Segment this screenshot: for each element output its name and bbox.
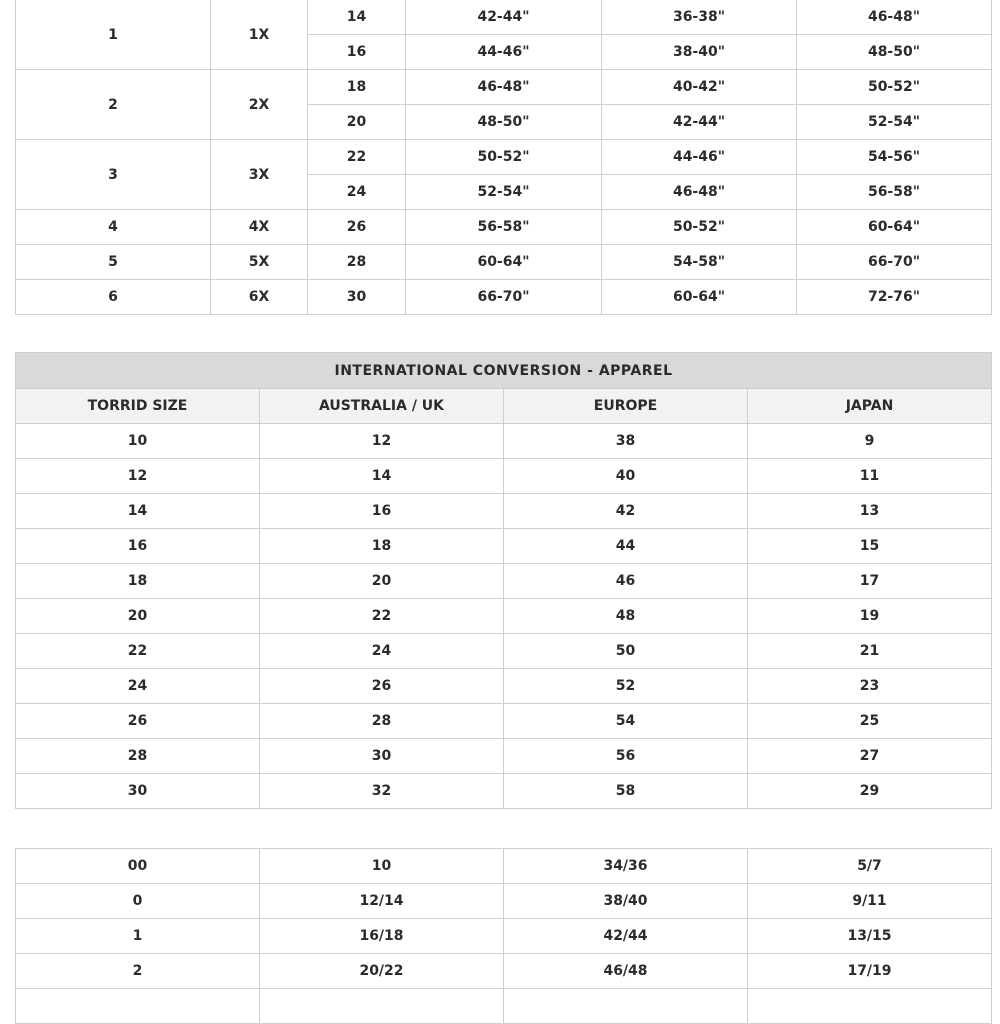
size-x-cell: 5X <box>211 245 308 280</box>
measurement-cell: 56-58" <box>797 175 992 210</box>
numeric-size-cell: 14 <box>308 0 406 35</box>
column-header-europe: EUROPE <box>504 389 748 424</box>
europe-cell: 42 <box>504 494 748 529</box>
table-row <box>16 245 992 280</box>
measurement-cell: 60-64" <box>602 280 797 315</box>
column-header-torrid-size: TORRID SIZE <box>16 389 260 424</box>
australia-uk-cell: 12 <box>260 424 504 459</box>
japan-cell: 17/19 <box>748 954 992 989</box>
torrid-size-cell: 30 <box>16 774 260 809</box>
japan-cell: 25 <box>748 704 992 739</box>
torrid-size-cell: 1 <box>16 919 260 954</box>
australia-uk-cell: 20/22 <box>260 954 504 989</box>
europe-cell: 44 <box>504 529 748 564</box>
japan-cell: 13/15 <box>748 919 992 954</box>
japan-cell: 9/11 <box>748 884 992 919</box>
size-x-cell: 2X <box>211 70 308 140</box>
japan-cell: 13 <box>748 494 992 529</box>
torrid-size-cell: 0 <box>16 884 260 919</box>
table-row <box>16 280 992 315</box>
table-row <box>16 704 992 739</box>
torrid-size-cell: 20 <box>16 599 260 634</box>
japan-cell: 27 <box>748 739 992 774</box>
europe-cell: 46/48 <box>504 954 748 989</box>
measurement-cell: 46-48" <box>797 0 992 35</box>
international-conversion-table <box>15 352 992 809</box>
measurement-cell: 50-52" <box>602 210 797 245</box>
measurement-cell: 42-44" <box>602 105 797 140</box>
table-row <box>16 494 992 529</box>
table-row <box>16 210 992 245</box>
numeric-size-cell: 20 <box>308 105 406 140</box>
table-row <box>16 70 992 105</box>
japan-cell: 23 <box>748 669 992 704</box>
torrid-size-cell: 14 <box>16 494 260 529</box>
torrid-size-cell <box>16 989 260 1024</box>
measurement-cell: 46-48" <box>602 175 797 210</box>
table-row <box>16 989 992 1024</box>
measurement-cell: 54-58" <box>602 245 797 280</box>
australia-uk-cell: 14 <box>260 459 504 494</box>
international-conversion-body <box>16 424 992 809</box>
table-row <box>16 774 992 809</box>
europe-cell: 52 <box>504 669 748 704</box>
table-row <box>16 954 992 989</box>
australia-uk-cell: 12/14 <box>260 884 504 919</box>
measurement-cell: 72-76" <box>797 280 992 315</box>
column-header-australia-uk: AUSTRALIA / UK <box>260 389 504 424</box>
table-row <box>16 669 992 704</box>
australia-uk-cell: 18 <box>260 529 504 564</box>
table-row <box>16 140 992 175</box>
japan-cell: 15 <box>748 529 992 564</box>
size-x-cell: 1X <box>211 0 308 70</box>
torrid-size-cell: 16 <box>16 529 260 564</box>
numeric-size-cell: 22 <box>308 140 406 175</box>
japan-cell: 17 <box>748 564 992 599</box>
secondary-conversion-table <box>15 848 992 1024</box>
australia-uk-cell: 16 <box>260 494 504 529</box>
table-row <box>16 739 992 774</box>
size-number-cell: 1 <box>16 0 211 70</box>
numeric-size-cell: 24 <box>308 175 406 210</box>
size-x-cell: 4X <box>211 210 308 245</box>
europe-cell: 56 <box>504 739 748 774</box>
table-row <box>16 849 992 884</box>
size-chart-body <box>16 0 992 315</box>
size-chart-table <box>15 0 992 315</box>
japan-cell: 5/7 <box>748 849 992 884</box>
measurement-cell: 52-54" <box>797 105 992 140</box>
torrid-size-cell: 26 <box>16 704 260 739</box>
measurement-cell: 66-70" <box>797 245 992 280</box>
torrid-size-cell: 12 <box>16 459 260 494</box>
torrid-size-cell: 18 <box>16 564 260 599</box>
measurement-cell: 66-70" <box>406 280 602 315</box>
measurement-cell: 44-46" <box>406 35 602 70</box>
japan-cell: 19 <box>748 599 992 634</box>
table-row <box>16 634 992 669</box>
table-row <box>16 564 992 599</box>
column-header-japan: JAPAN <box>748 389 992 424</box>
measurement-cell: 50-52" <box>797 70 992 105</box>
europe-cell: 58 <box>504 774 748 809</box>
numeric-size-cell: 16 <box>308 35 406 70</box>
table-row <box>16 424 992 459</box>
europe-cell: 34/36 <box>504 849 748 884</box>
europe-cell: 38 <box>504 424 748 459</box>
australia-uk-cell: 30 <box>260 739 504 774</box>
table-row <box>16 529 992 564</box>
torrid-size-cell: 24 <box>16 669 260 704</box>
size-number-cell: 5 <box>16 245 211 280</box>
australia-uk-cell: 20 <box>260 564 504 599</box>
japan-cell: 9 <box>748 424 992 459</box>
size-x-cell: 3X <box>211 140 308 210</box>
europe-cell: 50 <box>504 634 748 669</box>
torrid-size-cell: 22 <box>16 634 260 669</box>
japan-cell <box>748 989 992 1024</box>
measurement-cell: 50-52" <box>406 140 602 175</box>
table-row <box>16 884 992 919</box>
torrid-size-cell: 10 <box>16 424 260 459</box>
size-number-cell: 2 <box>16 70 211 140</box>
table-row <box>16 459 992 494</box>
australia-uk-cell: 32 <box>260 774 504 809</box>
torrid-size-cell: 2 <box>16 954 260 989</box>
japan-cell: 29 <box>748 774 992 809</box>
europe-cell: 46 <box>504 564 748 599</box>
size-x-cell: 6X <box>211 280 308 315</box>
torrid-size-cell: 28 <box>16 739 260 774</box>
australia-uk-cell <box>260 989 504 1024</box>
australia-uk-cell: 16/18 <box>260 919 504 954</box>
measurement-cell: 54-56" <box>797 140 992 175</box>
australia-uk-cell: 28 <box>260 704 504 739</box>
numeric-size-cell: 18 <box>308 70 406 105</box>
secondary-conversion-body <box>16 849 992 1024</box>
table-row <box>16 919 992 954</box>
japan-cell: 21 <box>748 634 992 669</box>
measurement-cell: 38-40" <box>602 35 797 70</box>
measurement-cell: 46-48" <box>406 70 602 105</box>
europe-cell: 38/40 <box>504 884 748 919</box>
europe-cell <box>504 989 748 1024</box>
measurement-cell: 60-64" <box>406 245 602 280</box>
size-number-cell: 6 <box>16 280 211 315</box>
size-number-cell: 3 <box>16 140 211 210</box>
europe-cell: 42/44 <box>504 919 748 954</box>
europe-cell: 48 <box>504 599 748 634</box>
australia-uk-cell: 24 <box>260 634 504 669</box>
numeric-size-cell: 26 <box>308 210 406 245</box>
table-row <box>16 599 992 634</box>
size-number-cell: 4 <box>16 210 211 245</box>
measurement-cell: 40-42" <box>602 70 797 105</box>
measurement-cell: 52-54" <box>406 175 602 210</box>
europe-cell: 54 <box>504 704 748 739</box>
measurement-cell: 48-50" <box>797 35 992 70</box>
australia-uk-cell: 26 <box>260 669 504 704</box>
international-conversion-title: INTERNATIONAL CONVERSION - APPAREL <box>16 353 992 389</box>
measurement-cell: 56-58" <box>406 210 602 245</box>
numeric-size-cell: 30 <box>308 280 406 315</box>
japan-cell: 11 <box>748 459 992 494</box>
measurement-cell: 48-50" <box>406 105 602 140</box>
measurement-cell: 36-38" <box>602 0 797 35</box>
measurement-cell: 60-64" <box>797 210 992 245</box>
numeric-size-cell: 28 <box>308 245 406 280</box>
australia-uk-cell: 10 <box>260 849 504 884</box>
europe-cell: 40 <box>504 459 748 494</box>
torrid-size-cell: 00 <box>16 849 260 884</box>
australia-uk-cell: 22 <box>260 599 504 634</box>
measurement-cell: 44-46" <box>602 140 797 175</box>
table-row <box>16 0 992 35</box>
measurement-cell: 42-44" <box>406 0 602 35</box>
